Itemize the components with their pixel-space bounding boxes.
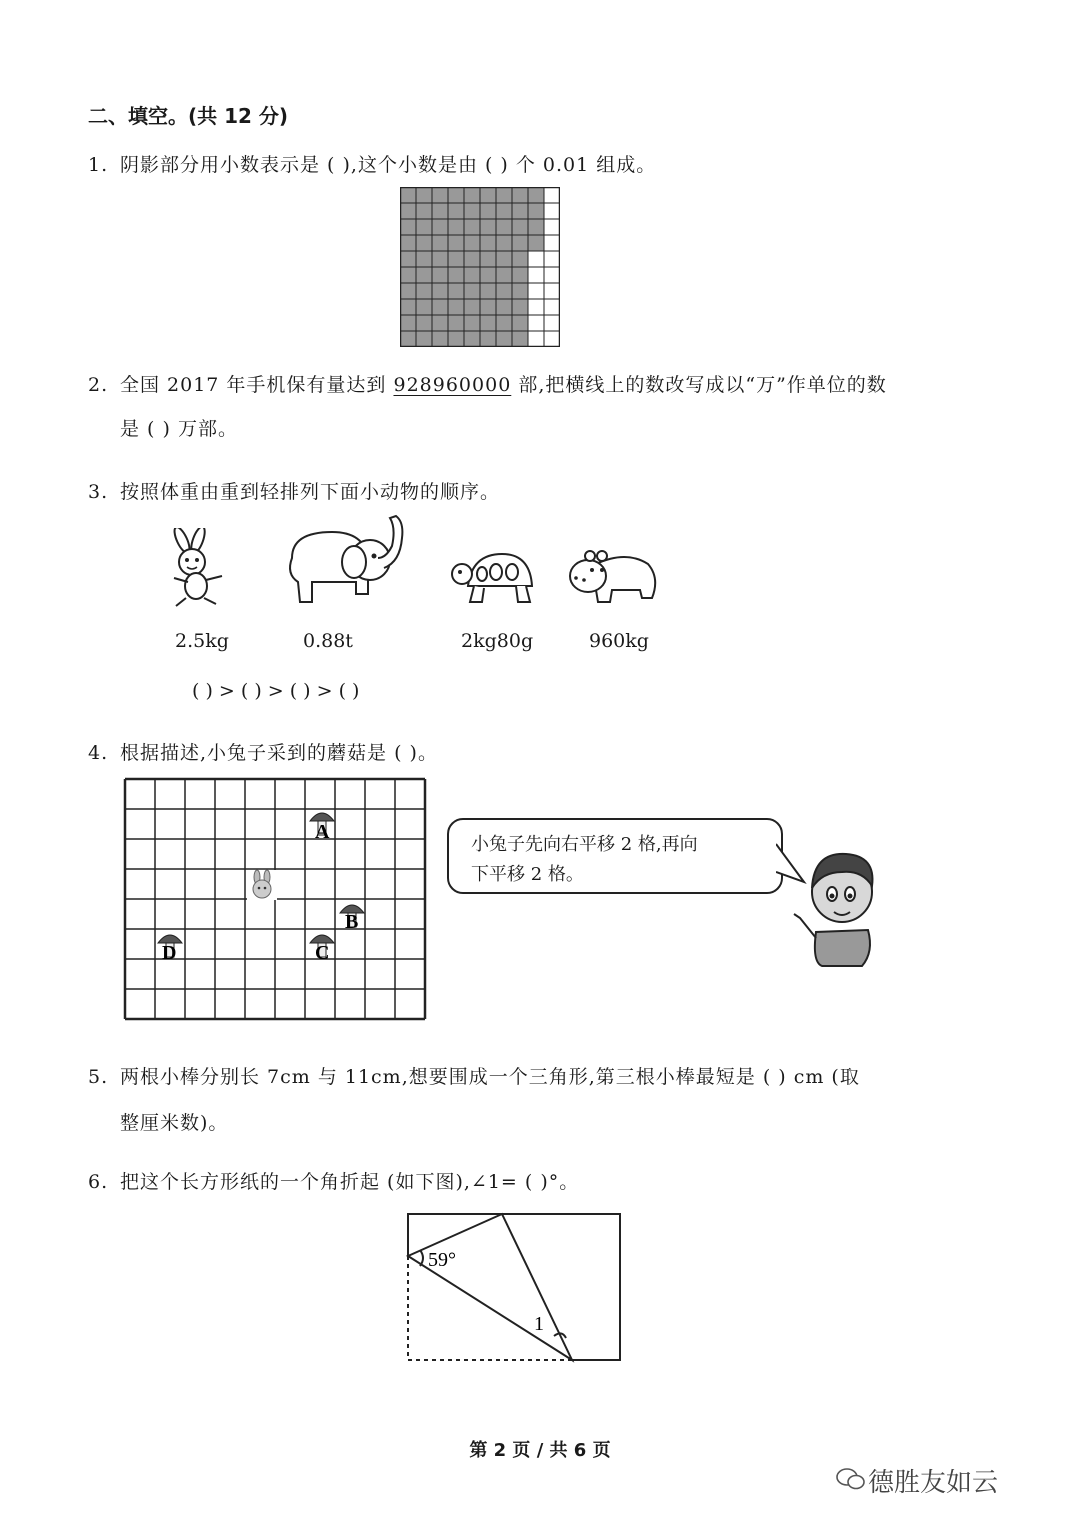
grid-cell	[416, 203, 432, 219]
grid-cell	[528, 219, 544, 235]
page-footer: 第 2 页 / 共 6 页	[469, 1440, 611, 1461]
elephant-icon	[272, 508, 417, 610]
grid-cell	[448, 283, 464, 299]
question-text: 根据描述,小兔子采到的蘑菇是 ( )。	[120, 742, 438, 764]
grid-cell	[464, 219, 480, 235]
grid-cell	[400, 331, 416, 347]
grid-cell	[448, 203, 464, 219]
grid-cell	[496, 235, 512, 251]
question-text: 按照体重由重到轻排列下面小动物的顺序。	[120, 481, 501, 503]
weight-hippo: 960kg	[589, 630, 649, 652]
grid-cell	[448, 235, 464, 251]
grid-cell	[480, 235, 496, 251]
grid-cell	[512, 299, 528, 315]
grid-cell	[528, 187, 544, 203]
grid-cell	[528, 267, 544, 283]
grid-cell	[480, 331, 496, 347]
grid-cell	[480, 315, 496, 331]
grid-cell	[512, 187, 528, 203]
grid-cell	[464, 267, 480, 283]
grid-cell	[496, 331, 512, 347]
grid-cell	[400, 315, 416, 331]
grid-cell	[464, 203, 480, 219]
grid-cell	[496, 283, 512, 299]
bunny-icon	[247, 870, 277, 900]
mushroom-label-a: A	[315, 821, 330, 843]
question-text: 阴影部分用小数表示是 ( ),这个小数是由 ( ) 个 0.01 组成。	[120, 154, 657, 176]
grid-cell	[400, 235, 416, 251]
grid-cell	[496, 315, 512, 331]
angle-59-label: 59°	[428, 1249, 456, 1271]
question-number: 2.	[88, 374, 109, 396]
weight-rabbit: 2.5kg	[175, 630, 229, 652]
speech-bubble	[447, 818, 783, 894]
grid-cell	[416, 299, 432, 315]
grid-cell	[448, 299, 464, 315]
grid-cell	[512, 315, 528, 331]
grid-cell	[416, 315, 432, 331]
question-5-line2: 整厘米数)。	[120, 1112, 229, 1134]
question-4	[88, 738, 438, 765]
question-number: 3.	[88, 481, 109, 503]
grid-cell	[464, 283, 480, 299]
question-5	[88, 1062, 860, 1089]
question-number: 1.	[88, 154, 109, 176]
question-text: 把这个长方形纸的一个角折起 (如下图),∠1= ( )°。	[120, 1171, 580, 1193]
grid-cell	[448, 315, 464, 331]
question-text-pre: 全国 2017 年手机保有量达到	[120, 374, 394, 396]
grid-cell	[496, 251, 512, 267]
grid-cell	[400, 219, 416, 235]
turtle-icon	[446, 546, 534, 610]
grid-cell	[416, 331, 432, 347]
grid-cell	[448, 251, 464, 267]
grid-cell	[544, 219, 560, 235]
question-2	[88, 370, 887, 397]
grid-cell	[416, 251, 432, 267]
grid-cell	[512, 235, 528, 251]
grid-cell	[480, 187, 496, 203]
grid-cell	[416, 267, 432, 283]
grid-cell	[528, 283, 544, 299]
grid-cell	[480, 299, 496, 315]
grid-cell	[416, 235, 432, 251]
speech-text: 小兔子先向右平移 2 格,再向 下平移 2 格。	[471, 834, 698, 885]
grid-cell	[512, 267, 528, 283]
question-6	[88, 1167, 579, 1194]
grid-cell	[432, 251, 448, 267]
grid-cell	[512, 251, 528, 267]
grid-cell	[448, 267, 464, 283]
wechat-icon	[836, 1466, 866, 1492]
grid-cell	[432, 283, 448, 299]
grid-cell	[496, 299, 512, 315]
mushroom-label-c: C	[315, 942, 330, 964]
grid-cell	[528, 251, 544, 267]
grid-cell	[480, 267, 496, 283]
watermark-text: 德胜友如云	[868, 1468, 999, 1498]
boy-icon	[792, 842, 882, 967]
question-number: 6.	[88, 1171, 109, 1193]
question-text: 两根小棒分别长 7cm 与 11cm,想要围成一个三角形,第三根小棒最短是 ( ) cm (取	[120, 1066, 860, 1088]
grid-cell	[544, 251, 560, 267]
question-number: 4.	[88, 742, 109, 764]
grid-cell	[432, 299, 448, 315]
grid-cell	[416, 187, 432, 203]
question-text-post: 部,把横线上的数改写成以“万”作单位的数	[511, 374, 887, 396]
grid-cell	[400, 283, 416, 299]
grid-cell	[464, 251, 480, 267]
grid-cell	[496, 187, 512, 203]
grid-cell	[512, 331, 528, 347]
question-1	[88, 150, 656, 177]
grid-cell	[544, 315, 560, 331]
grid-cell	[400, 299, 416, 315]
grid-cell	[400, 267, 416, 283]
grid-cell	[448, 187, 464, 203]
grid-cell	[480, 251, 496, 267]
grid-cell	[400, 203, 416, 219]
grid-cell	[448, 219, 464, 235]
grid-cell	[464, 331, 480, 347]
grid-cell	[528, 235, 544, 251]
grid-cell	[496, 219, 512, 235]
grid-cell	[528, 203, 544, 219]
mushroom-grid	[122, 777, 432, 1025]
question-2-line2: 是 ( ) 万部。	[120, 418, 238, 440]
question-3	[88, 477, 500, 504]
section-title: 二、填空。(共 12 分)	[88, 104, 289, 128]
question-number: 5.	[88, 1066, 109, 1088]
grid-cell	[528, 299, 544, 315]
grid-cell	[416, 283, 432, 299]
grid-cell	[480, 283, 496, 299]
grid-cell	[544, 235, 560, 251]
hundred-grid	[400, 187, 560, 347]
grid-cell	[400, 251, 416, 267]
order-answer-line: ( ) > ( ) > ( ) > ( )	[192, 680, 360, 702]
grid-cell	[544, 299, 560, 315]
grid-cell	[464, 187, 480, 203]
grid-cell	[480, 219, 496, 235]
grid-cell	[432, 187, 448, 203]
hippo-icon	[566, 544, 662, 608]
grid-cell	[528, 331, 544, 347]
grid-cell	[432, 267, 448, 283]
grid-cell	[544, 187, 560, 203]
mushroom-label-d: D	[162, 942, 177, 964]
grid-cell	[464, 299, 480, 315]
grid-cell	[512, 219, 528, 235]
grid-cell	[432, 331, 448, 347]
grid-cell	[528, 315, 544, 331]
underlined-number: 928960000	[393, 374, 512, 396]
grid-cell	[512, 203, 528, 219]
grid-cell	[448, 331, 464, 347]
grid-cell	[544, 267, 560, 283]
rabbit-icon	[160, 528, 240, 610]
mushroom-label-b: B	[345, 911, 359, 933]
weight-elephant: 0.88t	[303, 630, 353, 652]
angle-1-label: 1	[534, 1313, 544, 1335]
grid-cell	[464, 315, 480, 331]
grid-cell	[544, 283, 560, 299]
grid-cell	[432, 219, 448, 235]
grid-cell	[480, 203, 496, 219]
grid-cell	[432, 203, 448, 219]
grid-cell	[544, 203, 560, 219]
grid-cell	[496, 203, 512, 219]
grid-cell	[464, 235, 480, 251]
grid-cell	[432, 315, 448, 331]
grid-cell	[416, 219, 432, 235]
grid-cell	[496, 267, 512, 283]
folded-rectangle-diagram	[404, 1210, 626, 1366]
grid-cell	[544, 331, 560, 347]
grid-cell	[432, 235, 448, 251]
weight-turtle: 2kg80g	[461, 630, 534, 652]
grid-cell	[400, 187, 416, 203]
grid-cell	[512, 283, 528, 299]
